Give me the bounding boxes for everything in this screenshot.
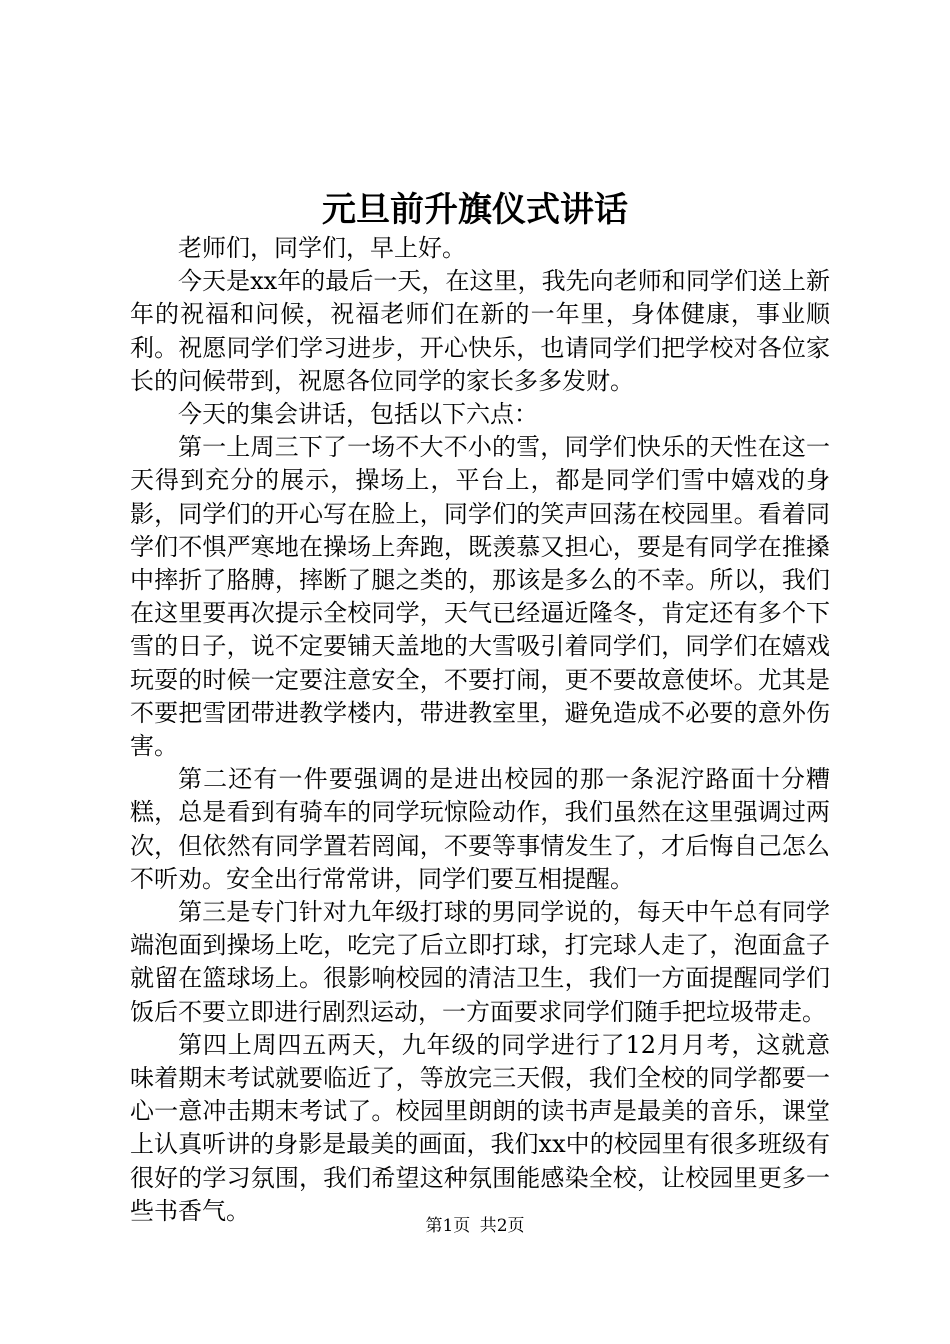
page-number: 第1页 xyxy=(425,1216,471,1236)
page-total: 共2页 xyxy=(479,1216,525,1236)
paragraph-point-three: 第三是专门针对九年级打球的男同学说的，每天中午总有同学端泡面到操场上吃，吃完了后立即打球，打完球人走了，泡面盒子就留在篮球场上。很影响校园的清洁卫生，我们一方面提醒同学们饭后不要立即进行剧烈运动，一方面要求同学们随手把垃圾带走。 xyxy=(130,898,830,1026)
paragraph-point-two: 第二还有一件要强调的是进出校园的那一条泥泞路面十分糟糕，总是看到有骑车的同学玩惊险动作，我们虽然在这里强调过两次，但依然有同学置若罔闻，不要等事情发生了，才后悔自己怎么不听劝。安全出行常常讲，同学们要互相提醒。 xyxy=(130,765,830,893)
paragraph-point-four: 第四上周四五两天，九年级的同学进行了12月月考，这就意味着期末考试就要临近了，等放完三天假，我们全校的同学都要一心一意冲击期末考试了。校园里朗朗的读书声是最美的音乐，课堂上认真听讲的身影是最美的画面，我们xx中的校园里有很多班级有很好的学习氛围，我们希望这种氛围能感染全校，让校园里更多一些书香气。 xyxy=(130,1030,830,1225)
document-title: 元旦前升旗仪式讲话 xyxy=(322,190,628,230)
paragraph-point-one: 第一上周三下了一场不大不小的雪，同学们快乐的天性在这一天得到充分的展示，操场上，平台上，都是同学们雪中嬉戏的身影，同学们的开心写在脸上，同学们的笑声回荡在校园里。看着同学们不惧严寒地在操场上奔跑，既羡慕又担心，要是有同学在推搡中摔折了胳膊，摔断了腿之类的，那该是多么的不幸。所以，我们在这里要再次提示全校同学，天气已经逼近隆冬，肯定还有多个下雪的日子，说不定要铺天盖地的大雪吸引着同学们，同学们在嬉戏玩耍的时候一定要注意安全，不要打闹，更不要故意使坏。尤其是不要把雪团带进教学楼内，带进教室里，避免造成不必要的意外伤害。 xyxy=(130,433,830,761)
page-footer xyxy=(0,1214,950,1238)
paragraph-greeting: 老师们，同学们，早上好。 xyxy=(178,234,466,262)
paragraph-outline: 今天的集会讲话，包括以下六点： xyxy=(178,400,538,429)
document-body xyxy=(130,232,830,1228)
paragraph-new-year-wishes: 今天是xx年的最后一天，在这里，我先向老师和同学们送上新年的祝福和问候，祝福老师们在新的一年里，身体健康，事业顺利。祝愿同学们学习进步，开心快乐，也请同学们把学校对各位家长的问候带到，祝愿各位同学的家长多多发财。 xyxy=(130,267,830,395)
